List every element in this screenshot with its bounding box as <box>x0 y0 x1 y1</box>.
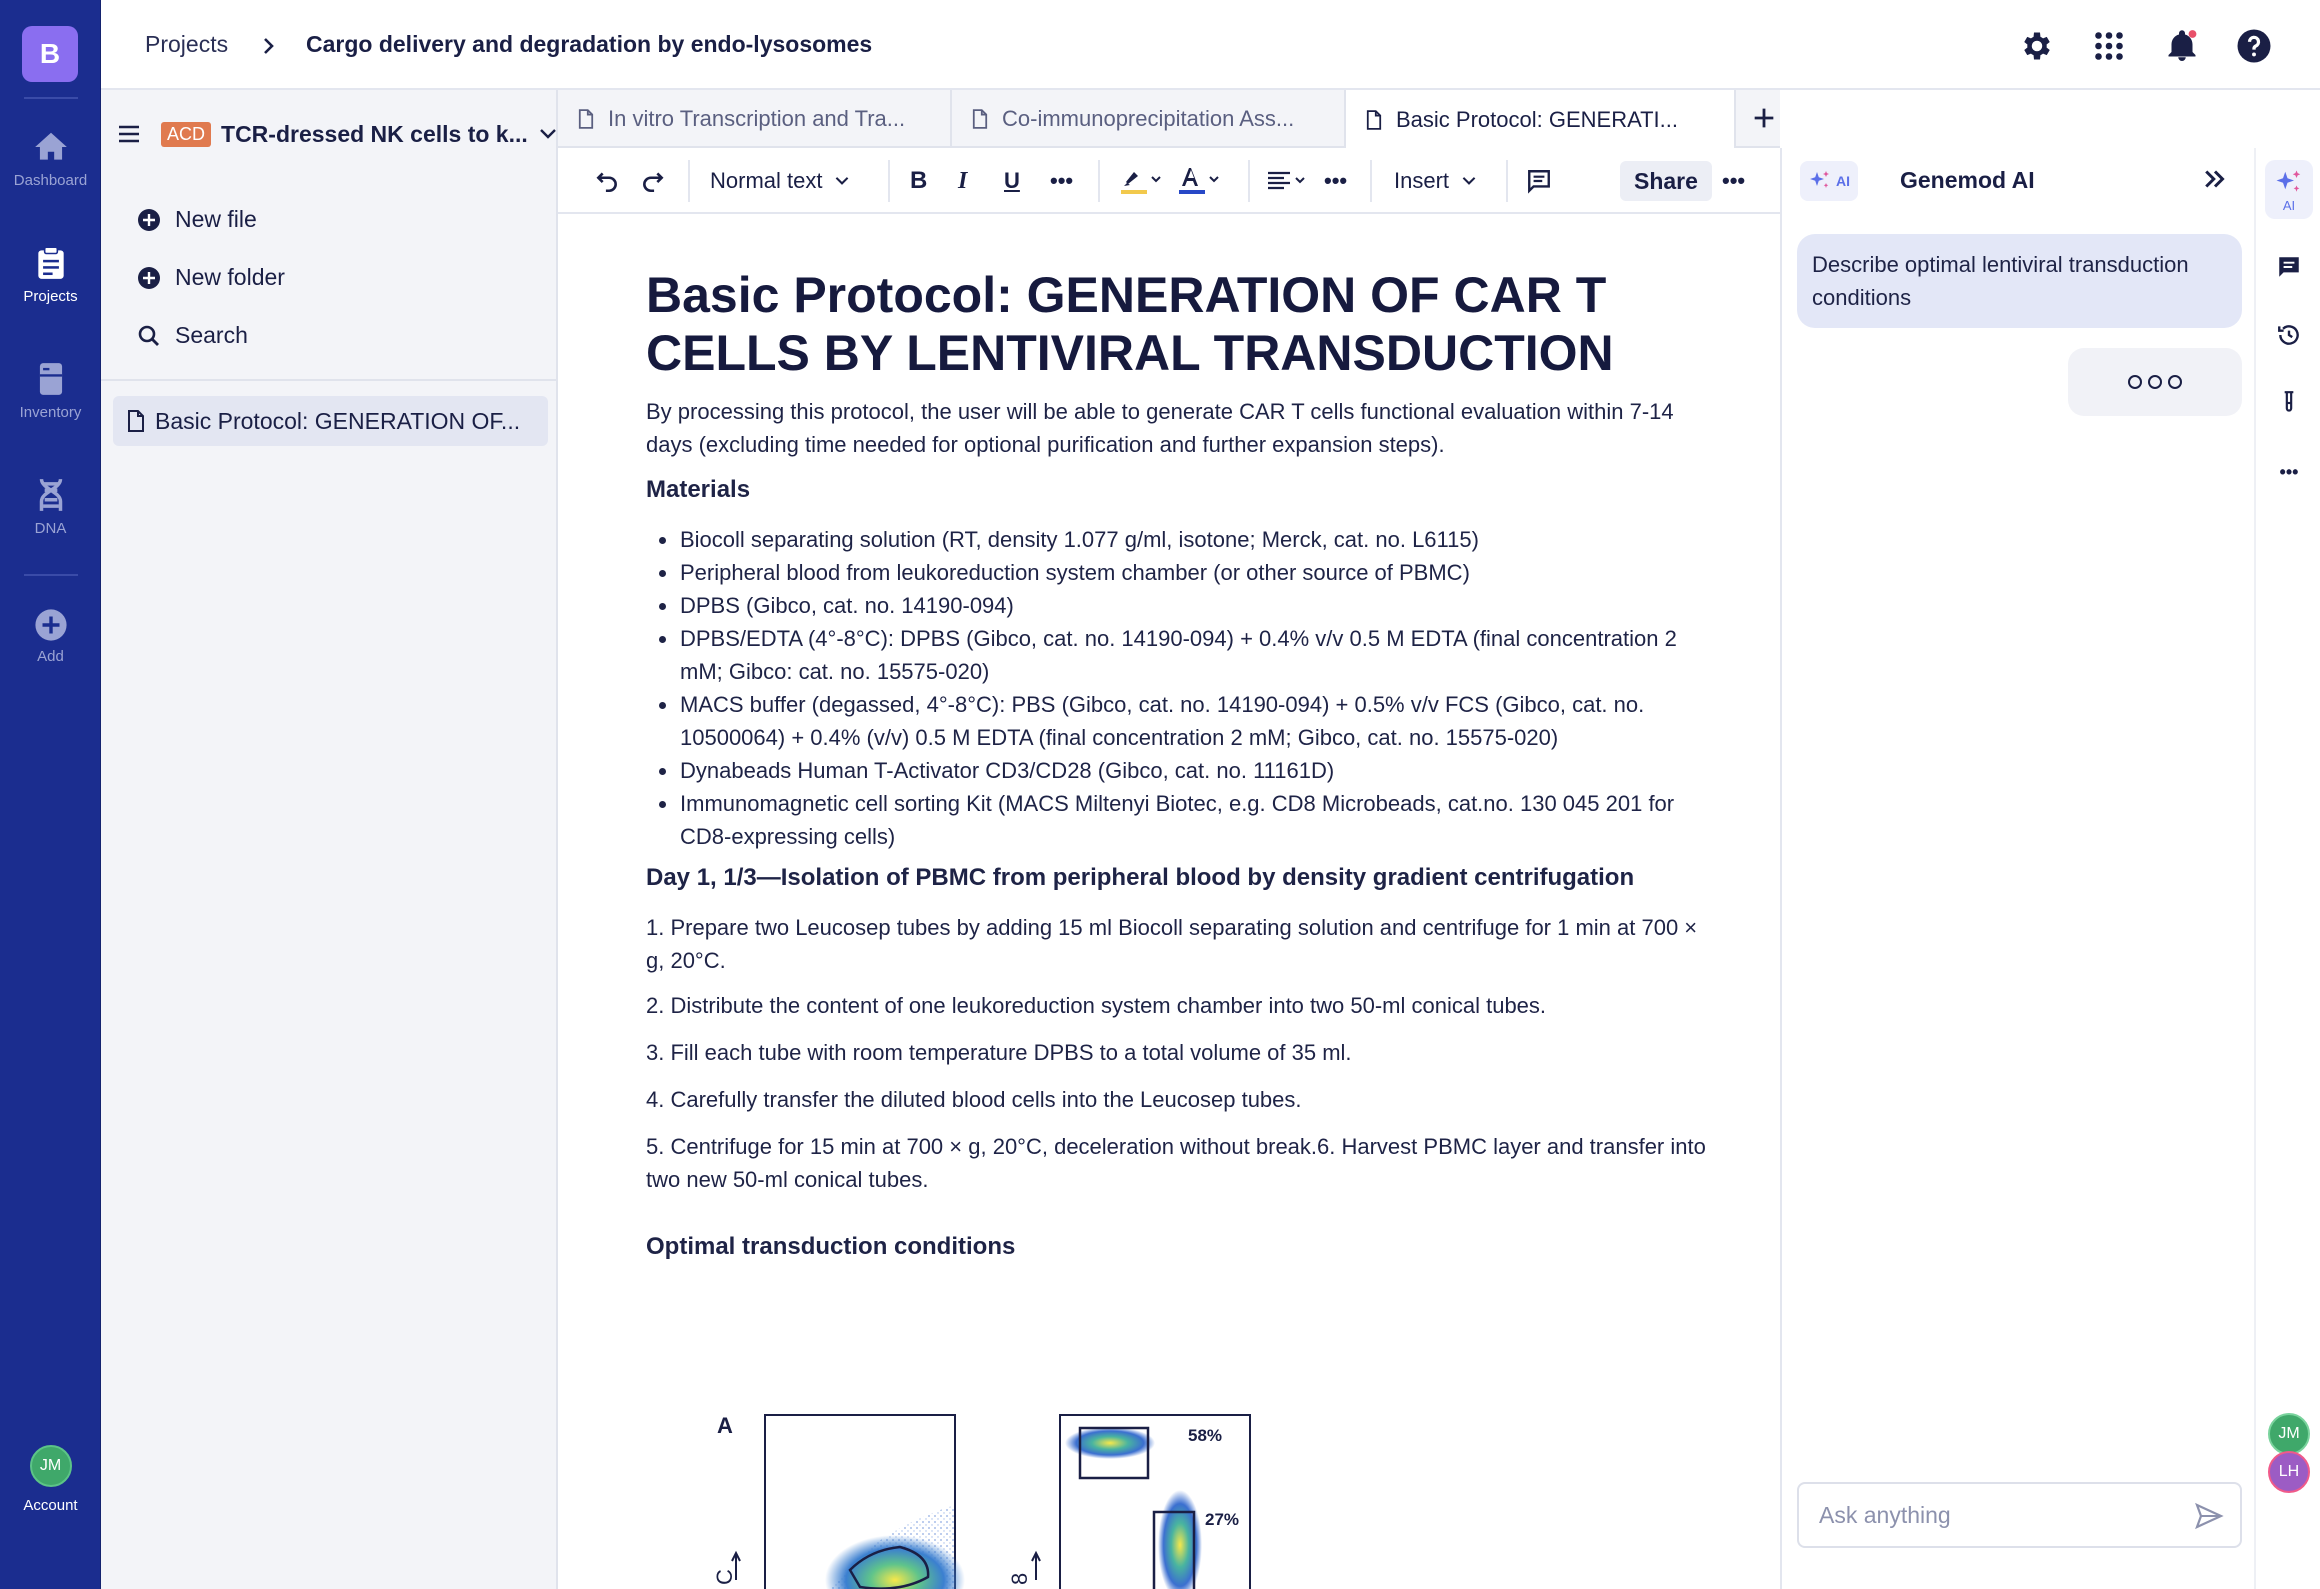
file-list-item[interactable] <box>113 396 548 446</box>
comment-icon <box>2276 254 2302 280</box>
figure-panel-label: A <box>717 1413 733 1438</box>
step-item: 3. Fill each tube with room temperature DPBS to a total volume of 35 ml. <box>646 1040 1352 1065</box>
sidebar-divider <box>101 379 556 381</box>
test-tube-icon <box>2276 390 2302 416</box>
toolbar-divider <box>1098 160 1100 202</box>
toolbar-divider <box>1370 160 1372 202</box>
step-item: 4. Carefully transfer the diluted blood cells into the Leucosep tubes. <box>646 1087 1302 1112</box>
action-label: New folder <box>175 264 285 290</box>
text-style-dropdown[interactable] <box>710 148 850 214</box>
plus-circle-icon <box>137 266 161 290</box>
collapse-panel-icon[interactable] <box>2200 164 2230 194</box>
plot-right <box>1060 1415 1250 1589</box>
avatar: JM <box>30 1445 72 1487</box>
ai-assistant-panel <box>1780 148 2254 1589</box>
materials-heading: Materials <box>646 476 751 503</box>
materials-list <box>646 523 1706 853</box>
ai-badge-label: AI <box>1836 173 1850 189</box>
nav-item-projects[interactable] <box>0 244 101 305</box>
text-color-icon[interactable] <box>1176 148 1222 214</box>
tab-in-vitro-transcription[interactable] <box>558 90 952 148</box>
step-item: 1. Prepare two Leucosep tubes by adding 15 ml Biocoll separating solution and centrifuge for 1 min at 700 × g, 20°C. <box>646 915 1698 973</box>
project-code-badge: ACD <box>161 122 211 147</box>
typing-indicator <box>2068 348 2242 416</box>
ai-input-box[interactable] <box>1797 1482 2242 1548</box>
bell-icon[interactable] <box>2164 28 2200 64</box>
nav-label: Add <box>37 648 64 665</box>
flow-cytometry-figure <box>700 1395 1260 1589</box>
action-label: New file <box>175 206 257 232</box>
nav-item-add[interactable] <box>0 608 101 665</box>
send-icon[interactable] <box>2194 1502 2224 1530</box>
workspace-logo[interactable]: B <box>22 26 78 82</box>
search-button[interactable] <box>137 322 248 349</box>
redo-icon[interactable] <box>640 148 666 214</box>
editor-toolbar <box>558 148 1780 214</box>
gate-label: 58% <box>1188 1426 1223 1445</box>
more-options-icon[interactable]: ••• <box>2279 462 2299 482</box>
plus-circle-icon <box>34 608 68 648</box>
search-icon <box>137 324 161 348</box>
list-item: Dynabeads Human T-Activator CD3/CD28 (Gibco, cat. no. 11161D) <box>646 754 1706 787</box>
nav-label: Projects <box>23 288 78 305</box>
toolbar-divider <box>888 160 890 202</box>
axis-label: 8 <box>1007 1572 1032 1585</box>
add-tab-icon[interactable] <box>1750 104 1778 132</box>
sparkle-icon <box>1808 169 1832 193</box>
ai-panel-title: Genemod AI <box>1900 167 2035 193</box>
tab-label: Basic Protocol: GENERATI... <box>1396 107 1679 132</box>
intro-paragraph: By processing this protocol, the user will be able to generate CAR T cells functional evaluation within 7-14 days (excluding time needed for optional purification and further expansion steps). <box>646 399 1674 457</box>
rail-divider <box>24 97 78 99</box>
file-sidebar <box>101 90 558 1589</box>
chevron-right-icon <box>261 36 277 56</box>
document-icon <box>578 109 608 129</box>
list-item: MACS buffer (degassed, 4°-8°C): PBS (Gibco, cat. no. 14190-094) + 0.5% v/v FCS (Gibco, cat. no. 10500064) + 0.4% (v/v) 0.5 M EDTA (final concentration 2 mM; Gibco, cat. no. 15575-020) <box>646 688 1706 754</box>
account-button[interactable] <box>0 1445 101 1514</box>
text-style-value: Normal text <box>710 168 823 193</box>
document-icon <box>1366 110 1396 130</box>
chevron-down-icon <box>834 175 850 187</box>
list-item: DPBS/EDTA (4°-8°C): DPBS (Gibco, cat. no. 14190-094) + 0.4% v/v 0.5 M EDTA (final concentration 2 mM; Gibco: cat. no. 15575-020) <box>646 622 1706 688</box>
help-icon[interactable] <box>2236 28 2272 64</box>
more-options-icon[interactable]: ••• <box>1722 168 1746 193</box>
home-icon <box>32 128 70 172</box>
underline-icon[interactable]: U <box>1004 168 1020 193</box>
step-item: 5. Centrifuge for 15 min at 700 × g, 20°C, deceleration without break.6. Harvest PBMC layer and transfer into two new 50-ml conical tubes. <box>646 1134 1706 1192</box>
toolbar-divider <box>1248 160 1250 202</box>
nav-label: DNA <box>34 520 67 537</box>
ask-anything-input[interactable] <box>1819 1502 2179 1529</box>
tab-label: In vitro Transcription and Tra... <box>608 106 906 131</box>
clipboard-icon <box>32 244 70 288</box>
settings-icon[interactable] <box>2019 28 2055 64</box>
nav-label: Inventory <box>19 404 82 421</box>
apps-grid-icon[interactable] <box>2091 28 2127 64</box>
collaborator-avatar[interactable]: JM <box>2268 1413 2310 1455</box>
tab-label: Co-immunoprecipitation Ass... <box>1002 106 1295 131</box>
rail-divider <box>24 574 78 576</box>
italic-icon[interactable]: I <box>958 167 968 194</box>
experiment-button[interactable] <box>2265 390 2313 416</box>
tab-co-immunoprecipitation[interactable] <box>952 90 1346 148</box>
hamburger-menu-icon[interactable] <box>117 124 141 144</box>
breadcrumb-projects[interactable]: Projects <box>145 30 229 57</box>
highlight-color-icon[interactable] <box>1118 148 1164 214</box>
document-icon <box>972 109 1002 129</box>
nav-item-inventory[interactable] <box>0 360 101 421</box>
toolbar-divider <box>1506 160 1508 202</box>
freezer-icon <box>32 360 70 404</box>
insert-dropdown[interactable] <box>1394 148 1477 214</box>
optimal-transduction-heading: Optimal transduction conditions <box>646 1233 1016 1260</box>
tab-basic-protocol[interactable] <box>1346 90 1736 150</box>
document-title: Basic Protocol: GENERATION OF CAR T CELLS BY LENTIVIRAL TRANSDUCTION <box>646 267 1614 381</box>
gate-label: 27% <box>1205 1510 1240 1529</box>
collaborator-avatar[interactable]: LH <box>2268 1451 2310 1493</box>
list-item: Peripheral blood from leukoreduction system chamber (or other source of PBMC) <box>646 556 1706 589</box>
ai-assistant-toggle[interactable] <box>2265 160 2313 219</box>
nav-item-dna[interactable] <box>0 476 101 537</box>
top-bar <box>101 0 2320 90</box>
step-item: 2. Distribute the content of one leukoreduction system chamber into two 50-ml conical tubes. <box>646 993 1547 1018</box>
breadcrumb-current-project[interactable]: Cargo delivery and degradation by endo-lysosomes <box>306 30 873 57</box>
chevron-down-icon <box>1461 175 1477 187</box>
nav-item-dashboard[interactable] <box>0 128 101 189</box>
left-nav-rail <box>0 0 101 1589</box>
sparkle-icon <box>2274 168 2304 198</box>
comment-icon[interactable] <box>1526 148 1552 214</box>
list-item: DPBS (Gibco, cat. no. 14190-094) <box>646 589 1706 622</box>
document-tabs <box>558 90 1780 148</box>
bold-icon[interactable]: B <box>910 167 928 194</box>
day1-heading: Day 1, 1/3—Isolation of PBMC from peripheral blood by density gradient centrifugation <box>646 864 1635 891</box>
new-folder-button[interactable] <box>137 264 285 291</box>
share-button[interactable]: Share <box>1620 161 1712 201</box>
nav-label: Dashboard <box>13 172 88 189</box>
chevron-down-icon[interactable] <box>538 127 558 141</box>
right-icon-strip <box>2254 148 2320 1589</box>
plot-left <box>765 1415 965 1589</box>
align-left-icon[interactable] <box>1266 148 1312 214</box>
toolbar-divider <box>688 160 690 202</box>
plus-circle-icon <box>137 208 161 232</box>
more-format-icon[interactable]: ••• <box>1050 168 1074 193</box>
comments-button[interactable] <box>2265 254 2313 280</box>
file-name: Basic Protocol: GENERATION OF... <box>155 407 521 434</box>
list-item: Biocoll separating solution (RT, density 1.077 g/ml, isotone; Merck, cat. no. L6115) <box>646 523 1706 556</box>
dna-icon <box>32 476 70 520</box>
history-icon <box>2276 322 2302 348</box>
project-selector[interactable] <box>117 114 547 154</box>
document-icon <box>113 410 155 432</box>
user-message-bubble: Describe optimal lentiviral transduction conditions <box>1797 234 2242 328</box>
ai-badge <box>1800 161 1858 201</box>
project-name: TCR-dressed NK cells to k... <box>221 120 528 147</box>
axis-label: C <box>712 1569 737 1585</box>
account-label: Account <box>23 1497 78 1514</box>
undo-icon[interactable] <box>594 148 620 214</box>
list-item: Immunomagnetic cell sorting Kit (MACS Miltenyi Biotec, e.g. CD8 Microbeads, cat.no. 130 045 201 for CD8-expressing cells) <box>646 787 1706 853</box>
new-file-button[interactable] <box>137 206 257 233</box>
action-label: Search <box>175 322 248 348</box>
history-button[interactable] <box>2265 322 2313 348</box>
ai-toggle-label: AI <box>2282 198 2296 213</box>
more-paragraph-icon[interactable]: ••• <box>1324 168 1348 193</box>
ai-panel-header <box>1782 148 2256 214</box>
insert-label: Insert <box>1394 168 1450 193</box>
